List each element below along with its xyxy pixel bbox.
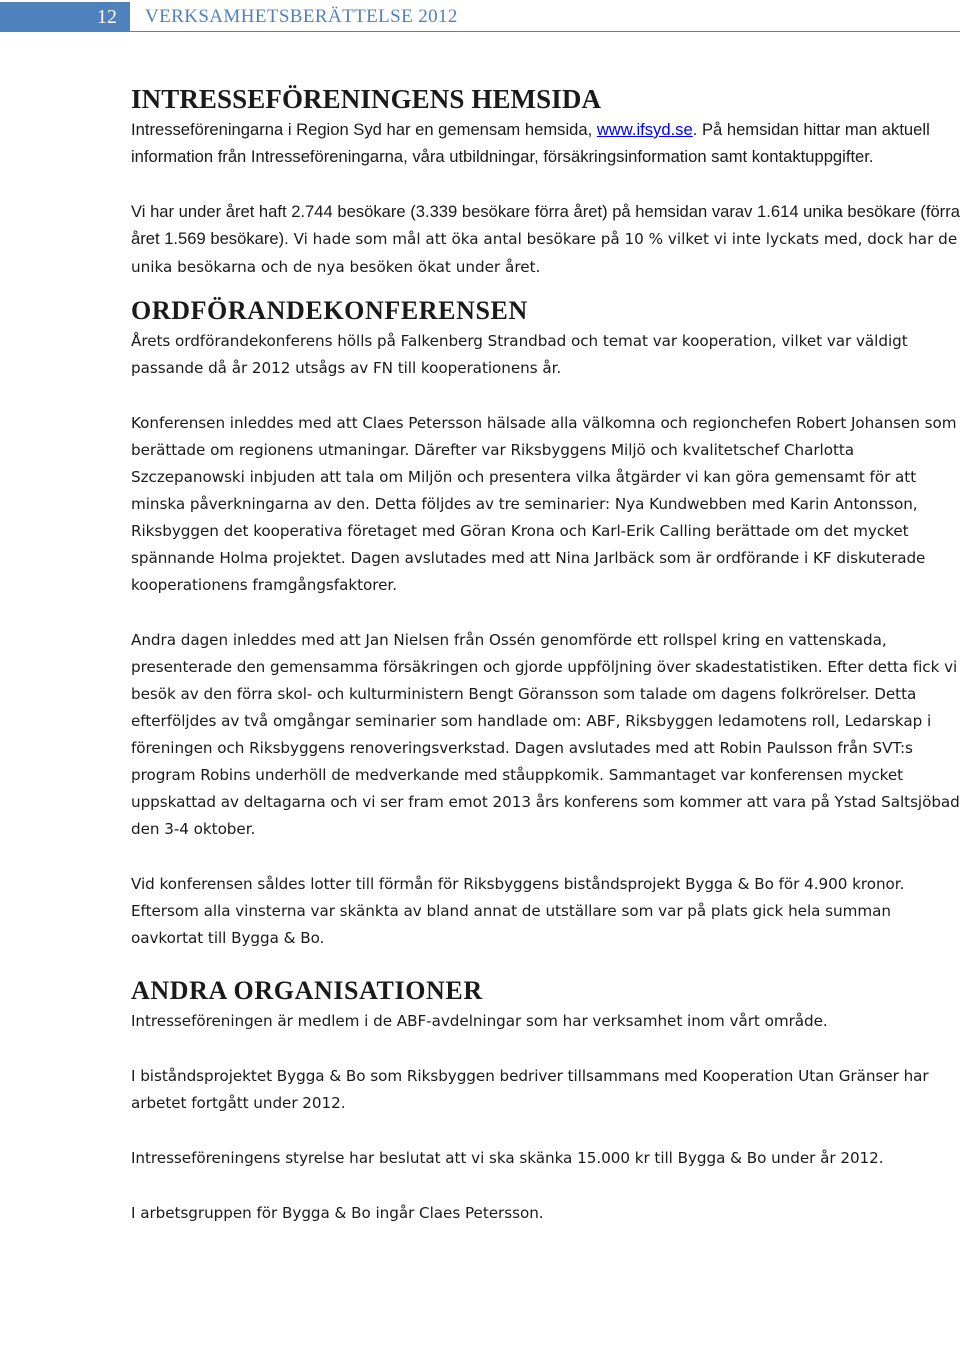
text-span: Intresseföreningarna i Region Syd har en gemensam hemsida,: [131, 120, 597, 139]
document-body: [131, 82, 960, 1227]
spacer: [131, 1172, 960, 1200]
spacer: [131, 1035, 960, 1063]
paragraph: I biståndsprojektet Bygga & Bo som Riksbyggen bedriver tillsammans med Kooperation Utan Gränser har arbetet fortgått under 2012.: [131, 1067, 929, 1112]
spacer: [131, 382, 960, 410]
paragraph: [131, 116, 960, 170]
spacer: [131, 843, 960, 871]
paragraph: [131, 198, 960, 281]
spacer: [131, 170, 960, 198]
paragraph: Konferensen inleddes med att Claes Petersson hälsade alla välkomna och regionchefen Robert Johansen som berättade om regionens utmaningar. Därefter var Riksbyggens Miljö och kvalitetschef Charlotta Szczepanowski inbjuden att tala om Miljön och presentera vilka åtgärder vi kan göra gemensamt för att minska påverkningarna av den. Detta följdes av tre seminarier: Nya Kundwebben med Karin Antonsson, Riksbyggen det kooperativa företaget med Göran Krona och Karl-Erik Calling berättade om det mycket spännande Holma projektet. Dagen avslutades med att Nina Jarlbäck som är ordförande i KF diskuterade kooperationens framgångsfaktorer.: [131, 414, 957, 594]
paragraph: I arbetsgruppen för Bygga & Bo ingår Claes Petersson.: [131, 1204, 544, 1222]
section-andra-organisationer: [131, 974, 960, 1227]
text-span: . På hemsidan hittar man aktuell information från Intresseföreningarna, våra utbildningar, försäkringsinformation samt kontaktuppgifter.: [131, 120, 930, 166]
paragraph: Andra dagen inleddes med att Jan Nielsen från Ossén genomförde ett rollspel kring en vattenskada, presenterade den gemensamma försäkringen och gjorde uppföljning över skadestatistiken. Efter detta fick vi besök av den förra skol- och kulturministern Bengt Göransson som talade om dagens folkrörelser. Detta efterföljdes av två omgångar seminarier som handlade om: ABF, Riksbyggen ledamotens roll, Ledarskap i föreningen och Riksbyggens renoveringsverkstad. Dagen avslutades med att Robin Paulsson från SVT:s program Robins underhöll de medverkande med ståuppkomik. Sammantaget var konferensen mycket uppskattad av deltagarna och vi ser fram emot 2013 års konferens som kommer att vara på Ystad Saltsjöbad den 3-4 oktober.: [131, 631, 960, 838]
section-ordforandekonferensen: [131, 294, 960, 952]
andra-text: [131, 1008, 960, 1227]
website-link[interactable]: www.ifsyd.se: [596, 120, 693, 139]
heading-ordforandekonferensen: ORDFÖRANDEKONFERENSEN: [131, 296, 528, 325]
page-header: [0, 0, 960, 34]
heading-andra-organisationer: ANDRA ORGANISATIONER: [131, 976, 483, 1005]
header-divider: [130, 31, 960, 32]
text-span: Vi hade som mål att öka antal besökare på 10 % vilket vi inte lyckats med, dock har de unika besökarna och de nya besöken ökat under året.: [131, 230, 958, 276]
heading-hemsida: INTRESSEFÖRENINGENS HEMSIDA: [131, 84, 602, 114]
spacer: [131, 952, 960, 974]
section-hemsida: [131, 82, 960, 281]
hemsida-text: [131, 116, 960, 281]
paragraph: Intresseföreningens styrelse har beslutat att vi ska skänka 15.000 kr till Bygga & Bo under år 2012.: [131, 1149, 884, 1167]
running-title: VERKSAMHETSBERÄTTELSE 2012: [145, 6, 458, 27]
spacer: [131, 1117, 960, 1145]
text-span: Vi har under året haft 2.744 besökare (3.339 besökare förra året) på hemsidan varav 1.614 unika besökare (förra året 1.569 besökare).: [131, 202, 960, 248]
spacer: [131, 599, 960, 627]
ordforande-text: [131, 328, 960, 952]
paragraph: Vid konferensen såldes lotter till förmån för Riksbyggens biståndsprojekt Bygga & Bo för 4.900 kronor. Eftersom alla vinsterna var skänkta av bland annat de utställare som var på plats gick hela summan oavkortat till Bygga & Bo.: [131, 875, 905, 947]
paragraph: Intresseföreningen är medlem i de ABF-avdelningar som har verksamhet inom vårt område.: [131, 1012, 828, 1030]
paragraph: Årets ordförandekonferens hölls på Falkenberg Strandbad och temat var kooperation, vilket var väldigt passande då år 2012 utsågs av FN till kooperationens år.: [131, 332, 908, 377]
page-number: 12: [0, 2, 130, 32]
spacer: [131, 281, 960, 294]
